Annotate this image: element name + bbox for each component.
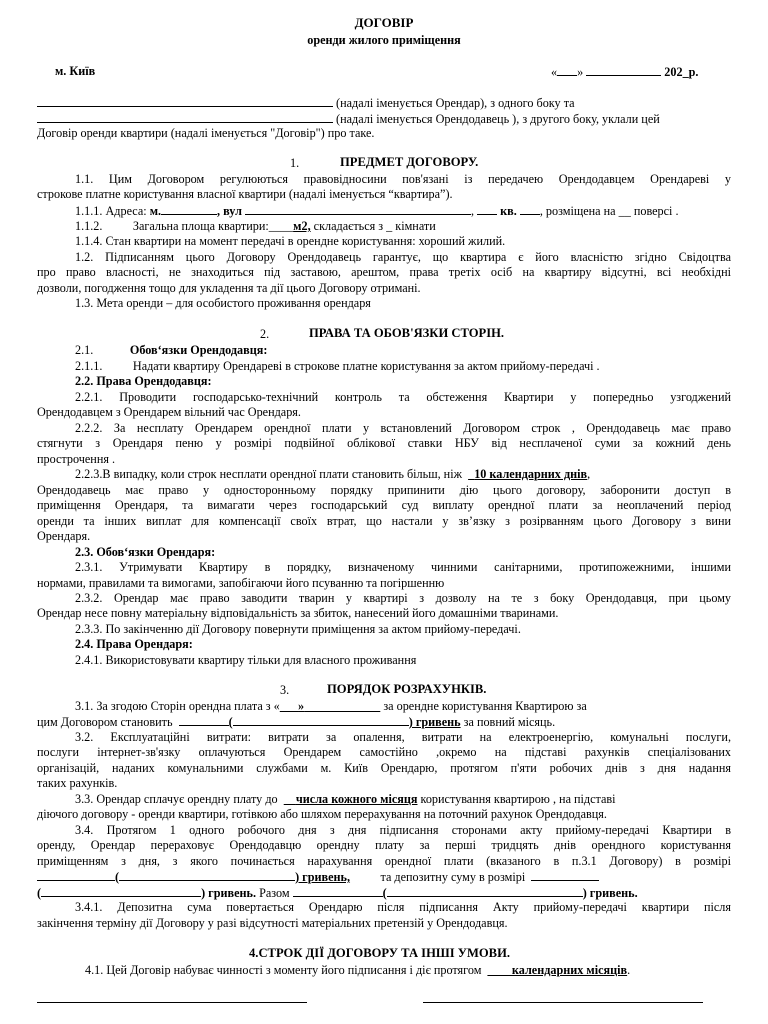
- tenant-signature-line: [37, 1002, 307, 1003]
- section-3-title: ПОРЯДОК РОЗРАХУНКІВ.: [327, 682, 487, 696]
- clause-2-1-1: 2.1.1. Надати квартиру Орендареві в строкове платне користування за актом прийому-передачі .: [75, 359, 600, 373]
- clause-2-2-2-line-2: стягнути з Орендаря пеню у розмірі подвійної облікової ставки НБУ від несплаченої суми за кожний день: [37, 436, 731, 450]
- section-2-title: ПРАВА ТА ОБОВ'ЯЗКИ СТОРІН.: [309, 326, 505, 340]
- date-close-quote: »: [577, 65, 584, 79]
- clause-1-2-line-1: 1.2. Підписанням цього Договору Орендодавець гарантує, що квартира є його власністю згідно Свідоцтва: [75, 250, 731, 264]
- address-apartment-blank: [520, 203, 540, 215]
- clause-1-1-4: 1.1.4. Стан квартири на момент передачі в орендне користування: хороший жилий.: [75, 234, 506, 248]
- clause-1-2-line-2: про право власності, не знаходиться під заставою, арештом, права третіх осіб на квартиру відсутні, всі необхідні: [37, 265, 731, 279]
- section-1-title: ПРЕДМЕТ ДОГОВОРУ.: [340, 155, 479, 169]
- heading-2-1: 2.1. Обов‘язки Орендодавця:: [75, 343, 268, 357]
- clause-3-4-line-3: приміщенням з дня, з якого починається нарахування орендної плати (вказаного в п.3.1 Договору) в розмірі: [37, 854, 731, 868]
- clause-1-1-2-area: 1.1.2. Загальна площа квартири:____м2, складається з _ кімнати: [75, 219, 436, 233]
- clause-2-2-3-line-5: Орендаря.: [37, 529, 91, 543]
- clause-2-2-1-line-2: Орендодавцем з Орендарем вільний час Орендаря.: [37, 405, 301, 419]
- clause-2-4-1: 2.4.1. Використовувати квартиру тільки для власного проживання: [75, 653, 417, 667]
- clause-3-2-line-3: організацій, наданих комунальними службами м. Київ Орендарю, протягом п'яти робочих днів з дня надання: [37, 761, 731, 775]
- contract-date: [551, 64, 698, 79]
- section-1-number: 1.: [290, 156, 300, 170]
- section-2-number: 2.: [260, 327, 270, 341]
- clause-3-4-line-4: ( ) гривень, та депозитну суму в розмірі: [37, 869, 731, 884]
- clause-3-2-line-4: таких рахунків.: [37, 776, 118, 790]
- heading-2-4: 2.4. Права Орендаря:: [75, 637, 193, 651]
- clause-2-2-3-line-4: оренди та інших виплат для компенсації своїх втрат, що настали у зв’язку з розірванням цього Договору з вини: [37, 514, 731, 528]
- first-payment-words-blank: [119, 869, 295, 881]
- rent-start-blank: »: [298, 699, 305, 713]
- clause-2-3-2-line-1: 2.3.2. Орендар має право заводити тварин у квартирі з дозволу на те з боку Орендодавця, при цьому: [75, 591, 731, 605]
- deposit-words-blank: [41, 885, 201, 897]
- landlord-name-blank: [37, 111, 333, 123]
- date-year: 202_р.: [664, 65, 699, 79]
- document-title: ДОГОВІР: [354, 15, 414, 30]
- section-4-title: 4.СТРОК ДІЇ ДОГОВОРУ ТА ІНШІ УМОВИ.: [249, 946, 511, 960]
- clause-1-2-line-3: дозволи, погодження тощо для укладення та дії цього Договору отримані.: [37, 281, 421, 295]
- address-street-blank: [245, 203, 471, 215]
- clause-3-4-line-1: 3.4. Протягом 1 одного робочого дня з дня підписання сторонами акту прийому-передачі Квартири в: [75, 823, 731, 837]
- clause-3-4-1-line-1: 3.4.1. Депозитна сума повертається Орендарю після підписання Акту прийому-передачі квартири після: [75, 900, 731, 914]
- clause-1-1-line-1: 1.1. Цим Договором регулюються правовідносини пов'язані із передачею Орендодавцем Орендареві у: [75, 172, 731, 186]
- clause-2-2-3-line-1: 2.2.3.В випадку, коли строк несплати орендної плати становить більш, ніж 10 календарних днів,: [75, 467, 591, 481]
- clause-1-1-line-2: строкове платне користування власної квартири (надалі іменується “квартира”).: [37, 187, 453, 201]
- heading-2-2: 2.2. Права Орендодавця:: [75, 374, 212, 388]
- clause-3-4-line-5: ( ) гривень. Разом ( ) гривень.: [37, 886, 638, 900]
- tenant-name-blank: [37, 95, 333, 107]
- clause-1-1-1-address: 1.1.1. Адреса: м. , вул , кв. , розміщена на __ поверсі .: [75, 204, 679, 218]
- rent-amount-words-blank: [233, 714, 409, 726]
- clause-3-4-line-2: оренду, Орендар перераховує Орендодавцю орендну плату за перші тридцять днів орендного користування: [37, 838, 731, 852]
- clause-3-3-line-1: 3.3. Орендар сплачує орендну плату до числа кожного місяця користування квартирою , на підставі: [75, 792, 616, 806]
- heading-2-3: 2.3. Обов‘язки Орендаря:: [75, 545, 216, 559]
- city: м. Київ: [55, 64, 96, 78]
- clause-3-1-line-2: цим Договором становить ( ) гривень за повний місяць.: [37, 715, 556, 729]
- clause-2-3-1-line-2: нормами, правилами та вимогами, запобігаючи його псуванню та погіршенню: [37, 576, 445, 590]
- total-words-blank: [387, 885, 583, 897]
- section-3-number: 3.: [280, 683, 290, 697]
- document-subtitle: оренди жилого приміщення: [307, 33, 461, 47]
- preamble-line-3: Договір оренди квартири (надалі іменується "Договір") про таке.: [37, 126, 375, 140]
- clause-3-3-line-2: діючого договору - оренди квартири, готівкою або шляхом перерахування на поточний рахунок Орендодавця.: [37, 807, 607, 821]
- date-day-blank: [557, 64, 577, 76]
- landlord-signature-line: [423, 1002, 703, 1003]
- payment-day: числа кожного місяця: [295, 792, 418, 806]
- clause-2-2-3-line-3: приміщення Орендаря, та вимагати через господарський суд виплату орендної плати за неоплачений період: [37, 498, 731, 512]
- clause-2-3-3: 2.3.3. По закінченню дії Договору повернути приміщення за актом прийому-передачі.: [75, 622, 521, 636]
- clause-4-1: 4.1. Цей Договір набуває чинності з моменту його підписання і діє протягом ____календарних місяців.: [85, 963, 631, 977]
- clause-2-2-1-line-1: 2.2.1. Проводити господарсько-технічний контроль та обстеження Квартири у попередньо узгоджений: [75, 390, 731, 404]
- penalty-days: 10 календарних днів: [474, 467, 588, 481]
- address-house-blank: [477, 203, 497, 215]
- clause-2-3-1-line-1: 2.3.1. Утримувати Квартиру в порядку, визначеному чинними санітарними, протипожежними, іншими: [75, 560, 731, 574]
- date-month-blank: [586, 64, 661, 76]
- clause-1-3: 1.3. Мета оренди – для особистого проживання орендаря: [75, 296, 371, 310]
- clause-3-1-line-1: 3.1. За згодою Сторін орендна плата з « » за орендне користування Квартирою за: [75, 699, 587, 713]
- preamble-line-2: (надалі іменується Орендодавець ), з другого боку, уклали цей: [37, 111, 731, 126]
- date-open-quote: «: [551, 65, 558, 79]
- clause-2-2-3-line-2: Орендодавець має право у односторонньому порядку припинити дію цього договору, заборонити доступ в: [37, 483, 731, 497]
- clause-2-2-2-line-1: 2.2.2. За несплату Орендарем орендної плати у встановлений Договором строк , Орендодавець має право: [75, 421, 731, 435]
- rent-amount-blank: [179, 714, 229, 726]
- clause-2-3-2-line-2: Орендар несе повну матеріальну відповідальність за збиток, нанесений його домашніми тваринами.: [37, 606, 559, 620]
- clause-2-2-2-line-3: прострочення .: [37, 452, 116, 466]
- first-payment-blank: [37, 869, 115, 881]
- clause-3-2-line-2: послуги інтернет-зв'язку оплачуються Орендарем самостійно ,окремо на підставі рахунків спеціалізованих: [37, 745, 731, 759]
- clause-3-4-1-line-2: закінчення терміну дії Договору у разі відсутності матеріальних претензій у Орендодавця.: [37, 916, 508, 930]
- deposit-amount-blank: [531, 869, 599, 881]
- address-city-blank: [161, 203, 217, 215]
- total-amount-blank: [293, 885, 383, 897]
- clause-3-2-line-1: 3.2. Експлуатаційні витрати: витрати за опалення, витрати на електроенергію, комунальні послуги,: [75, 730, 731, 744]
- preamble-line-1: (надалі іменується Орендар), з одного боку та: [37, 95, 731, 110]
